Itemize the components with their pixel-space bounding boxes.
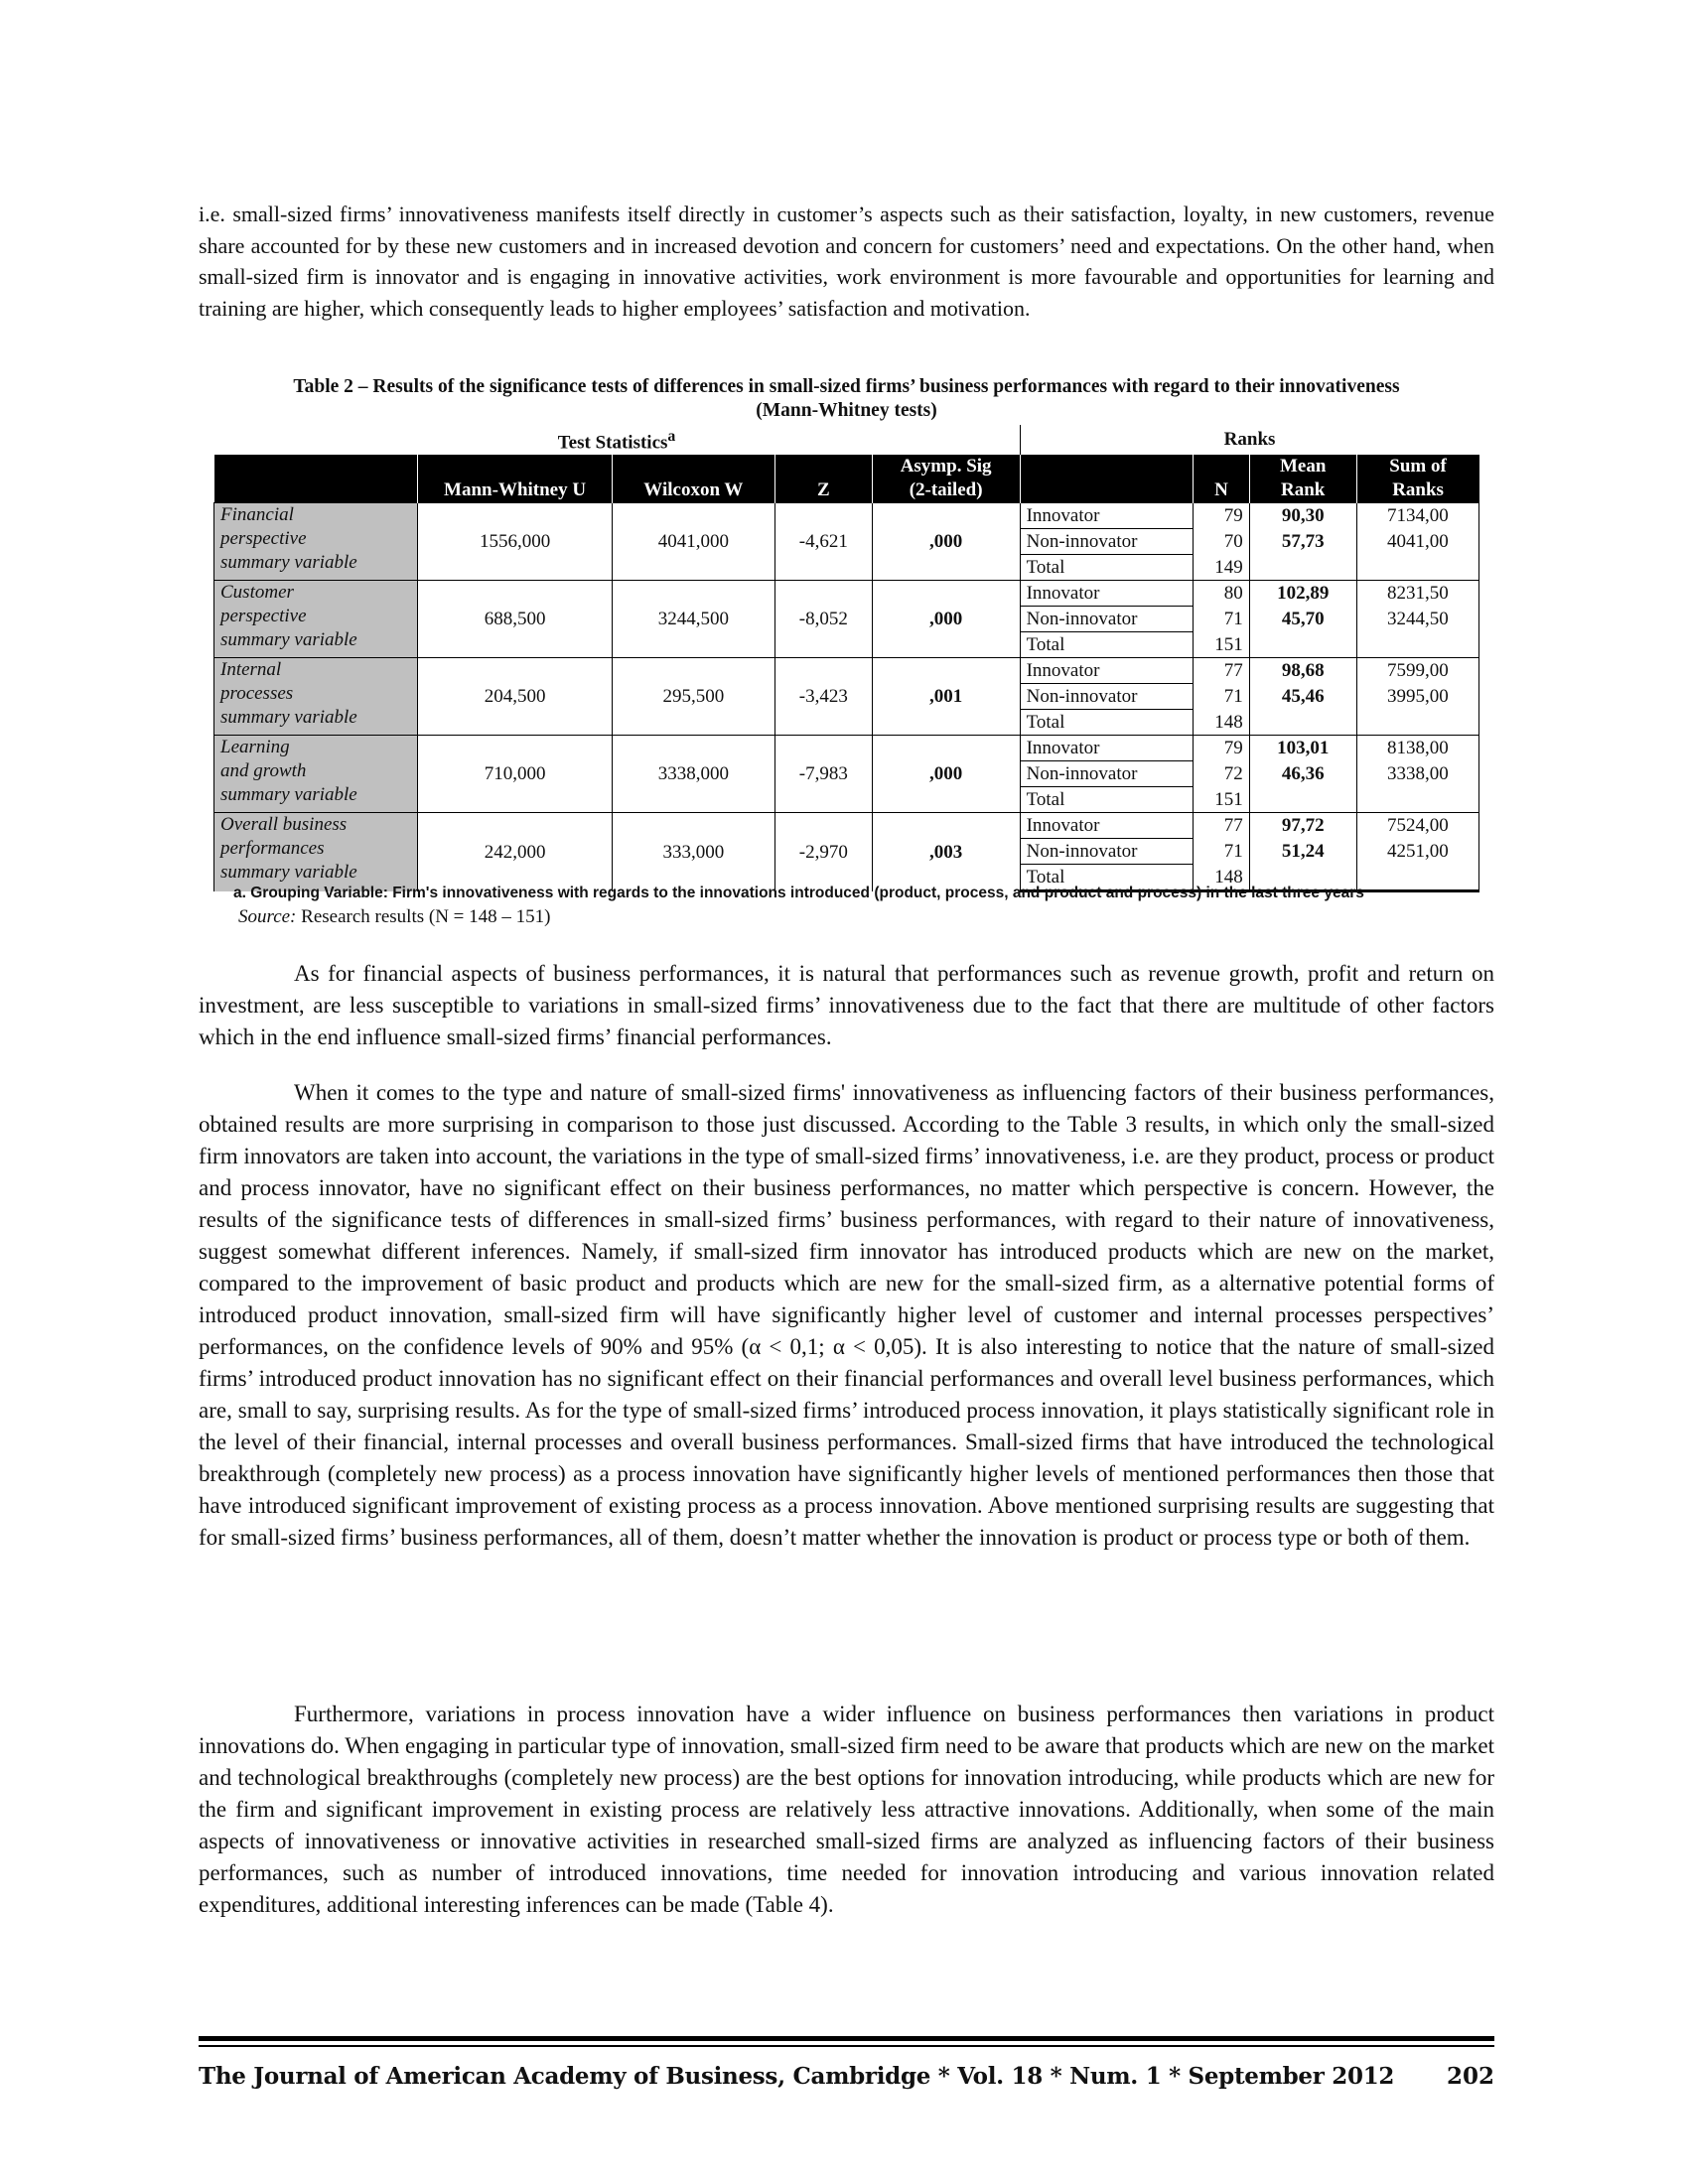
wilcoxon-value: 3338,000 [612,736,774,813]
group-name: Innovator [1020,658,1194,684]
group-n: 72 [1194,761,1250,787]
group-mean-rank: 51,24 [1249,839,1356,865]
group-mean-rank: 102,89 [1249,581,1356,607]
group-sum-ranks [1356,865,1478,891]
col-z: Z [775,455,873,503]
asymp-sig-value: ,000 [872,581,1020,658]
wilcoxon-value: 333,000 [612,813,774,891]
group-name: Non-innovator [1020,839,1194,865]
footer-journal: The Journal of American Academy of Business, Cambridge * Vol. 18 * Num. 1 * September 2012 [199,2063,1395,2090]
mann-whitney-value: 204,500 [418,658,612,736]
group-name: Non-innovator [1020,607,1194,632]
footer-rule-thin [199,2045,1494,2047]
group-sum-ranks: 8138,00 [1356,736,1478,761]
table-note: a. Grouping Variable: Firm's innovativeness with regards to the innovations introduced (product, process, and product and process) in the last three years [233,885,1364,901]
table-caption-line2: (Mann-Whitney tests) [756,400,937,421]
col-variable [214,455,418,503]
mann-whitney-value: 710,000 [418,736,612,813]
group-n: 71 [1194,684,1250,710]
footer-page-number: 202 [1446,2063,1494,2090]
group-mean-rank: 57,73 [1249,529,1356,555]
group-sum-ranks: 3338,00 [1356,761,1478,787]
asymp-sig-value: ,003 [872,813,1020,891]
row-variable-label: Financial perspective summary variable [214,503,418,581]
body-paragraph-1: As for financial aspects of business performances, it is natural that performances such as revenue growth, profit and return on investment, are less susceptible to variations in small-sized firms’ innovativeness due to the fact that there are multitude of other factors which in the end influence small-sized firms’ financial performances. [199,961,1494,1049]
group-sum-ranks [1356,710,1478,736]
group-n: 79 [1194,503,1250,529]
test-statistics-header: Test Statistics$^a$ [557,428,676,454]
group-sum-ranks [1356,632,1478,658]
group-sum-ranks [1356,787,1478,813]
ranks-header: Ranks [1020,425,1478,455]
group-name: Non-innovator [1020,761,1194,787]
group-mean-rank: 45,46 [1249,684,1356,710]
group-name: Innovator [1020,581,1194,607]
col-n: N [1194,455,1250,503]
asymp-sig-value: ,000 [872,503,1020,581]
table-row [214,581,1479,607]
table-caption-line1: Table 2 – Results of the significance tests of differences in small-sized firms’ business performances with regard to their innovativeness [293,376,1400,397]
group-name: Innovator [1020,813,1194,839]
group-n: 77 [1194,658,1250,684]
mann-whitney-value: 688,500 [418,581,612,658]
col-sum-ranks: Sum of Ranks [1356,455,1478,503]
group-mean-rank: 90,30 [1249,503,1356,529]
group-n: 149 [1194,555,1250,581]
group-name: Total [1020,632,1194,658]
group-mean-rank [1249,787,1356,813]
asymp-sig-value: ,001 [872,658,1020,736]
table-row [214,813,1479,839]
group-sum-ranks: 3244,50 [1356,607,1478,632]
row-variable-label: Internal processes summary variable [214,658,418,736]
group-sum-ranks: 4251,00 [1356,839,1478,865]
wilcoxon-value: 4041,000 [612,503,774,581]
group-n: 151 [1194,787,1250,813]
intro-paragraph: i.e. small-sized firms’ innovativeness manifests itself directly in customer’s aspects such as their satisfaction, loyalty, in new customers, revenue share accounted for by these new customers and in increased devotion and concern for customers’ need and expectations. On the other hand, when small-sized firm is innovator and is engaging in innovative activities, work environment is more favourable and opportunities for learning and training are higher, which consequently leads to higher employees’ satisfaction and motivation. [199,202,1494,321]
group-sum-ranks: 3995,00 [1356,684,1478,710]
z-value: -7,983 [775,736,873,813]
table-row [214,503,1479,529]
col-mean-rank: Mean Rank [1249,455,1356,503]
table-caption [199,375,1494,423]
group-name: Innovator [1020,736,1194,761]
footer-rule-thick [199,2036,1494,2041]
group-sum-ranks: 7134,00 [1356,503,1478,529]
group-mean-rank: 98,68 [1249,658,1356,684]
z-value: -4,621 [775,503,873,581]
group-mean-rank [1249,555,1356,581]
group-name: Total [1020,710,1194,736]
group-mean-rank: 45,70 [1249,607,1356,632]
col-mann-whitney: Mann-Whitney U [418,455,612,503]
group-n: 79 [1194,736,1250,761]
z-value: -3,423 [775,658,873,736]
group-n: 70 [1194,529,1250,555]
table-row [214,658,1479,684]
group-name: Total [1020,865,1194,891]
results-table [213,425,1479,892]
group-n: 77 [1194,813,1250,839]
group-sum-ranks: 8231,50 [1356,581,1478,607]
table-source: Source: Research results (N = 148 – 151) [238,906,551,927]
wilcoxon-value: 295,500 [612,658,774,736]
group-name: Total [1020,555,1194,581]
row-variable-label: Learning and growth summary variable [214,736,418,813]
group-n: 80 [1194,581,1250,607]
table-row [214,736,1479,761]
z-value: -8,052 [775,581,873,658]
z-value: -2,970 [775,813,873,891]
mann-whitney-value: 1556,000 [418,503,612,581]
body-paragraph-3: Furthermore, variations in process innovation have a wider influence on business performances then variations in product innovations do. When engaging in particular type of innovation, small-sized firm need to be aware that products which are new on the market and technological breakthroughs (completely new process) are the best options for innovation introducing, while products which are new for the firm and significant improvement in existing process are relatively less attractive innovations. Additionally, when some of the main aspects of innovativeness or innovative activities in researched small-sized firms are analyzed as influencing factors of their business performances, such as number of introduced innovations, time needed for innovation introducing and various innovation related expenditures, additional interesting inferences can be made (Table 4). [199,1702,1494,1917]
col-wilcoxon: Wilcoxon W [612,455,774,503]
group-sum-ranks: 4041,00 [1356,529,1478,555]
mann-whitney-value: 242,000 [418,813,612,891]
group-name: Non-innovator [1020,684,1194,710]
asymp-sig-value: ,000 [872,736,1020,813]
group-sum-ranks [1356,555,1478,581]
group-name: Innovator [1020,503,1194,529]
row-variable-label: Customer perspective summary variable [214,581,418,658]
group-name: Total [1020,787,1194,813]
group-n: 71 [1194,607,1250,632]
group-n: 148 [1194,865,1250,891]
group-mean-rank: 46,36 [1249,761,1356,787]
group-sum-ranks: 7599,00 [1356,658,1478,684]
group-mean-rank [1249,632,1356,658]
body-paragraph-2: When it comes to the type and nature of small-sized firms' innovativeness as influencing factors of their business performances, obtained results are more surprising in comparison to those just discussed. According to the Table 3 results, in which only the small-sized firm innovators are taken into account, the variations in the type of small-sized firms’ innovativeness, i.e. are they product, process or product and process innovator, have no significant effect on their business performances, no matter which perspective is concern. However, the results of the significance tests of differences in small-sized firms’ business performances, with regard to their nature of innovativeness, suggest somewhat different inferences. Namely, if small-sized firm innovator has introduced products which are new on the market, compared to the improvement of basic product and products which are new for the small-sized firm, as a alternative potential forms of introduced product innovation, small-sized firm will have significantly higher level of customer and internal processes perspectives’ performances, on the confidence levels of 90% and 95% (α < 0,1; α < 0,05). It is also interesting to notice that the nature of small-sized firms’ introduced product innovation has no significant effect on their financial performances and overall level business performances, which are, small to say, surprising results. As for the type of small-sized firms’ introduced process innovation, it plays statistically significant role in the level of their financial, internal processes and overall business performances. Small-sized firms that have introduced the technological breakthrough (completely new process) as a process innovation have significantly higher levels of mentioned performances then those that have introduced significant improvement of existing process as a process innovation. Above mentioned surprising results are suggesting that for small-sized firms’ business performances, all of them, doesn’t matter whether the innovation is product or process type or both of them. [199,1080,1494,1550]
results-table-wrapper [213,425,1479,892]
col-group [1020,455,1194,503]
group-n: 71 [1194,839,1250,865]
col-asymp-sig: Asymp. Sig (2-tailed) [872,455,1020,503]
group-sum-ranks: 7524,00 [1356,813,1478,839]
group-n: 148 [1194,710,1250,736]
group-name: Non-innovator [1020,529,1194,555]
group-mean-rank [1249,710,1356,736]
row-variable-label: Overall business performances summary variable [214,813,418,891]
group-n: 151 [1194,632,1250,658]
group-mean-rank: 97,72 [1249,813,1356,839]
group-mean-rank: 103,01 [1249,736,1356,761]
wilcoxon-value: 3244,500 [612,581,774,658]
